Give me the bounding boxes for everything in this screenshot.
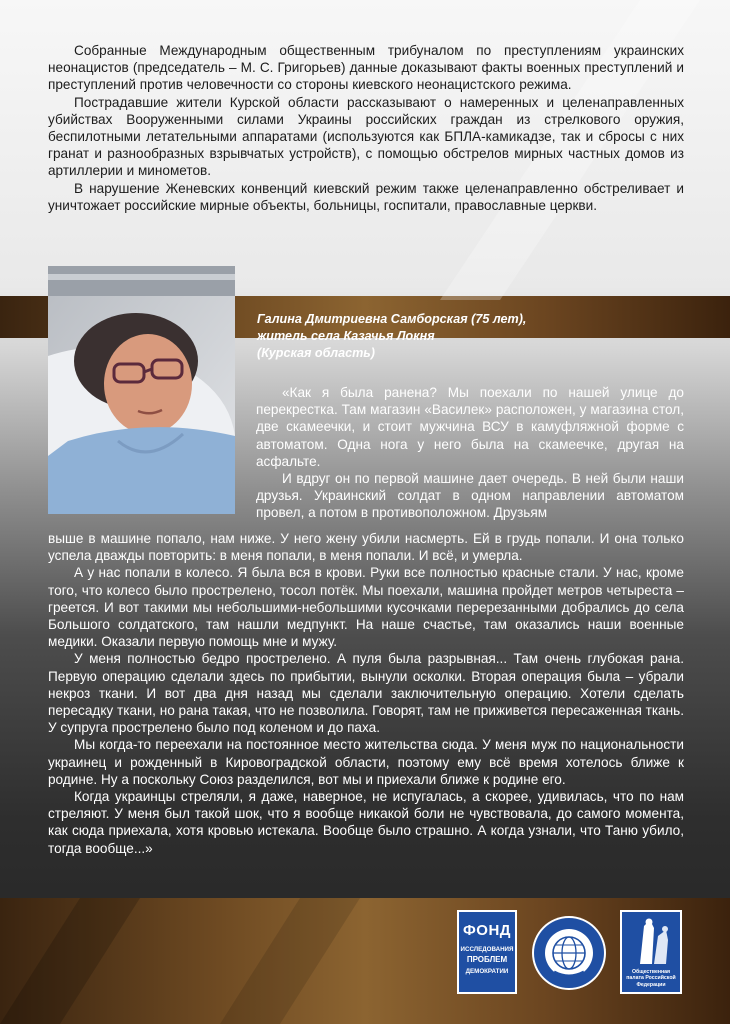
intro-paragraph: В нарушение Женевских конвенций киевский режим также целенаправленно обстреливает и уничтожает российские мирные объекты, больницы, госпитали, православные церкви.	[48, 180, 684, 213]
witness-caption	[257, 311, 577, 362]
testimony-quote-top	[256, 384, 684, 522]
intro-paragraph: Собранные Международным общественным трибуналом по преступлениям украинских неонацистов (председатель – М. С. Григорьев) данные доказывают факты военных преступлений и преступлений против человечности со стороны киевского неонацистского режима.	[48, 43, 684, 93]
testimony-quote-main	[48, 530, 684, 857]
intro-text	[48, 42, 684, 214]
logo-row	[0, 910, 730, 1006]
quote-paragraph: У меня полностью бедро прострелено. А пуля была разрывная... Там очень глубокая рана. Первую операцию сделали здесь по прибытии, вынули осколки. Вторая операция была – убрали некроз ткани. И вот два дня назад мы сделали заключительную операцию. Хотели сделать пересадку ткани, но рана такая, что не позволила. Говорят, там не приживется пересаженная ткань. У супруга прострелено было под коленом и до паха.	[48, 651, 684, 736]
fond-logo-title: ФОНД	[463, 922, 511, 939]
public-chamber-logo	[620, 910, 682, 994]
quote-paragraph: «Как я была ранена? Мы поехали по нашей улице до перекрестка. Там магазин «Василек» расположен, у магазина стол, две скамеечки, и стоит мужчина ВСУ в камуфляжной форме с автоматом. Одна нога у него была на скамеечке, другая на асфальте.	[256, 385, 684, 469]
witness-name: Галина Дмитриевна Самборская (75 лет),	[257, 312, 527, 326]
quote-paragraph: выше в машине попало, нам ниже. У него жену убили насмерть. Ей в грудь попали. И она только успела дважды повторить: в меня попали, в меня попали. И всё, и умерла.	[48, 531, 684, 564]
quote-paragraph: А у нас попали в колесо. Я была вся в крови. Руки все полностью красные стали. У нас, кроме того, что колесо было прострелено, тосол потёк. Мы поехали, машина пройдет метров четыреста – греется. И вот такими мы небольшими-небольшими кусочками перерезанными добрались до села Большого солдатского, там нашли медпункт. На наше счастье, там оказались наши военные медики. Оказали первую помощь мне и мужу.	[48, 565, 684, 650]
fond-logo-line: ДЕМОКРАТИИ	[465, 968, 509, 975]
witness-residence: житель села Казачья Локня	[257, 329, 435, 343]
quote-paragraph: Когда украинцы стреляли, я даже, наверное, не испугалась, а скорее, удивилась, что по нам стреляют. У меня был такой шок, что я вообще никакой боли не чувствовала, до самого момента, как сюда приехала, хотя кровью истекала. Вообще было страшно. А когда узнали, что Таню убило, тогда вообще...»	[48, 789, 684, 856]
intro-paragraph: Пострадавшие жители Курской области рассказывают о намеренных и целенаправленных убийствах Вооруженными силами Украины российских граждан из стрелкового оружия, беспилотными летательными аппаратами (используются как БПЛА-камикадзе, так и сбросы с них гранат и разнообразных взрывчатых устройств), с помощью обстрелов мирных частных домов из артиллерии и минометов.	[48, 94, 684, 179]
quote-paragraph: Мы когда-то переехали на постоянное место жительства сюда. У меня муж по национальности украинец и рожденный в Кировоградской области, поэтому ему всё время хотелось ближе к родине. Ну а поскольку Союз разделился, вот мы и приехали ближе к родине его.	[48, 737, 684, 787]
public-chamber-logo-text: Общественная палата Российской Федерации	[626, 969, 676, 988]
fond-logo	[457, 910, 517, 994]
fond-logo-line: ИССЛЕДОВАНИЯ	[460, 946, 514, 953]
quote-paragraph: И вдруг он по первой машине дает очередь. В ней были наши друзья. Украинский солдат в одном направлении автоматом провел, а потом в противоположном. Друзьям	[256, 471, 684, 521]
witness-photo	[48, 266, 235, 514]
witness-region: (Курская область)	[257, 346, 375, 360]
fond-logo-line: ПРОБЛЕМ	[466, 955, 508, 964]
tribunal-emblem-icon	[530, 914, 608, 992]
